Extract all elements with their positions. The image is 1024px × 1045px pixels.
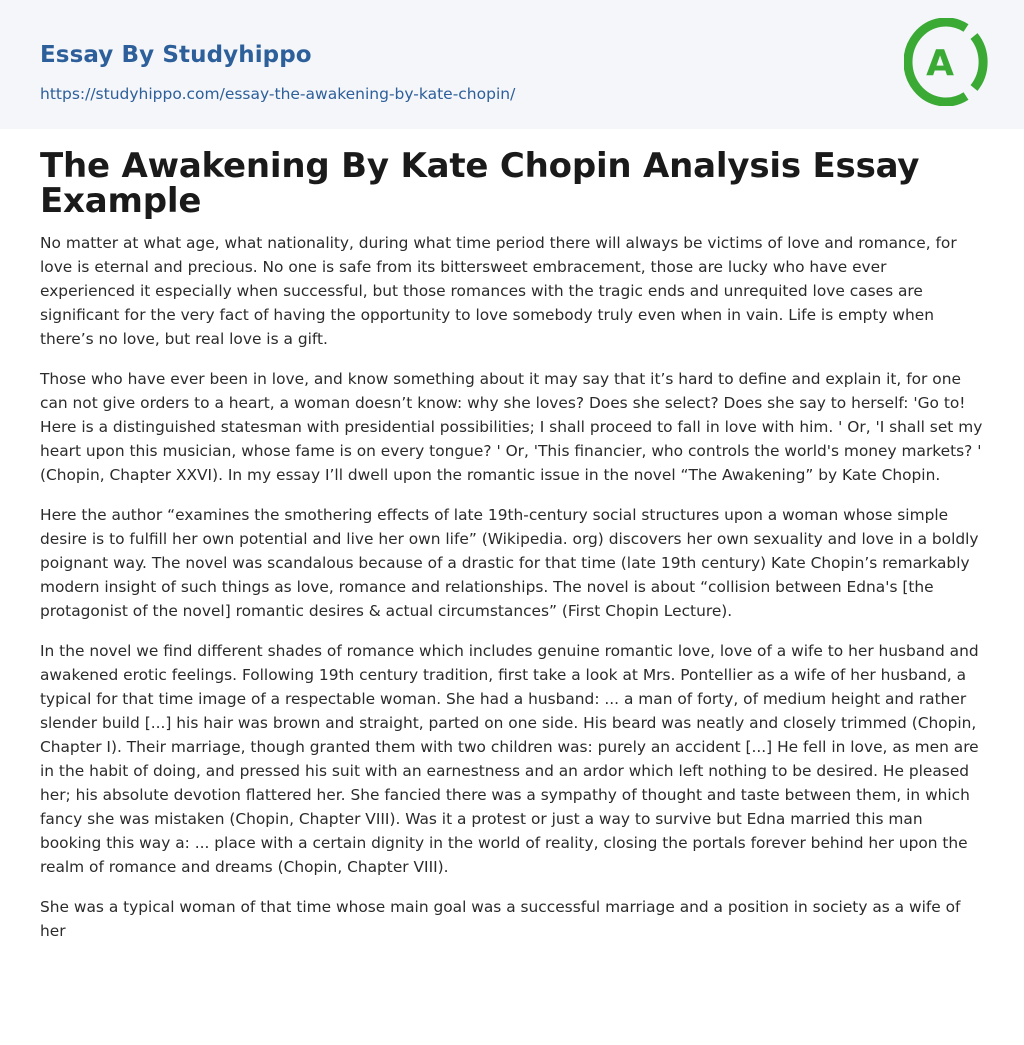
paragraph-3: Here the author “examines the smothering effects of late 19th-century social structures upon a woman whose simple desire is to fulfill her own potential and live her own life” (Wikipedia. org) discovers her own sexuality and love in a boldly poignant way. The novel was scandalous because of a drastic for that time (late 19th century) Kate Chopin’s remarkably modern insight of such things as love, romance and relationships. The novel is about “collision between Edna's [the protagonist of the novel] romantic desires & actual circumstances” (First Chopin Lecture).: [40, 506, 979, 620]
brand-title[interactable]: Essay By Studyhippo: [40, 42, 312, 68]
logo-letter: A: [926, 43, 954, 84]
paragraph-4: In the novel we find different shades of romance which includes genuine romantic love, love of a wife to her husband and awakened erotic feelings. Following 19th century tradition, first take a look at Mrs. Pontellier as a wife of her husband, a typical for that time image of a respectable woman. She had a husband: ... a man of forty, of medium height and rather slender build [...] his hair was brown and straight, parted on one side. His beard was neatly and closely trimmed (Chopin, Chapter I). Their marriage, though granted them with two children was: purely an accident [...] He fell in love, as men are in the habit of doing, and pressed his suit with an earnestness and an ardor which left nothing to be desired. He pleased her; his absolute devotion flattered her. She fancied there was a sympathy of thought and taste between them, in which fancy she was mistaken (Chopin, Chapter VIII). Was it a protest or just a way to survive but Edna married this man booking this way a: ... place with a certain dignity in the world of reality, closing the portals forever behind her upon the realm of romance and dreams (Chopin, Chapter VIII).: [40, 642, 979, 876]
article: [0, 146, 1024, 943]
studyhippo-logo-icon[interactable]: [904, 18, 988, 106]
site-header: [0, 0, 1024, 129]
paragraph-1: No matter at what age, what nationality, during what time period there will always be victims of love and romance, for love is eternal and precious. No one is safe from its bittersweet embracement, those are lucky who have ever experienced it especially when successful, but those romances with the tragic ends and unrequited love cases are significant for the very fact of having the opportunity to love somebody truly even when in vain. Life is empty when there’s no love, but real love is a gift.: [40, 234, 957, 348]
paragraph-2: Those who have ever been in love, and know something about it may say that it’s hard to define and explain it, for one can not give orders to a heart, a woman doesn’t know: why she loves? Does she select? Does she say to herself: 'Go to! Here is a distinguished statesman with presidential possibilities; I shall proceed to fall in love with him. ' Or, 'I shall set my heart upon this musician, whose fame is on every tongue? ' Or, 'This financier, who controls the world's money markets? ' (Chopin, Chapter XXVI). In my essay I’ll dwell upon the romantic issue in the novel “The Awakening” by Kate Chopin.: [40, 370, 983, 484]
source-url-link[interactable]: https://studyhippo.com/essay-the-awakening-by-kate-chopin/: [40, 85, 516, 103]
page-title: The Awakening By Kate Chopin Analysis Essay Example: [40, 146, 920, 221]
paragraph-5: She was a typical woman of that time whose main goal was a successful marriage and a position in society as a wife of her: [40, 898, 961, 940]
